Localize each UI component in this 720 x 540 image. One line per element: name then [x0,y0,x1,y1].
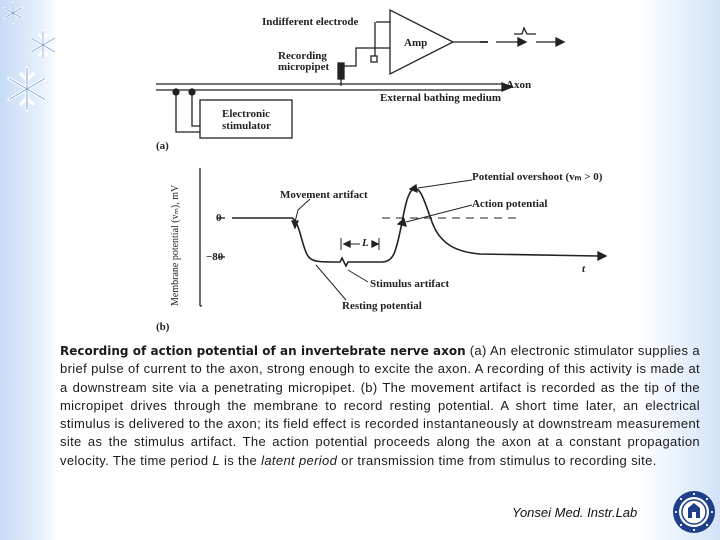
tick-minus80-label: −80 [206,251,224,263]
caption-latency-symbol: L [212,452,220,468]
action-potential-label: Action potential [472,198,548,210]
axon-label: Axon [506,79,532,91]
recording-micropipet-label-1: Recording [278,50,327,62]
time-axis-label: t [582,263,586,275]
electronic-stimulator-label-2: stimulator [222,120,271,132]
movement-artifact-label: Movement artifact [280,189,368,201]
figure-panel [150,0,638,338]
caption-title: Recording of action potential of an invertebrate nerve axon [60,344,466,358]
panel-a-label: (a) [156,140,169,152]
micropipet-tip [338,63,344,79]
snowflake-icon [2,2,24,24]
caption-latent-period: latent period [261,452,338,468]
panel-b-label: (b) [156,321,170,333]
resting-potential-label: Resting potential [342,300,422,312]
tick-zero-label: 0 [216,212,222,224]
caption-text-1: (a) An electronic stimulator supplies a brief pulse of current to the axon, strong enough to excite the axon. A recording of this activity is made at a downstream site via a penetrating micropipet. (b) The movement artifact is recorded as the tip of the micropipet drives through the membrane to record resting potential. A short time later, an electrical stimulus is delivered to the axon; its field effect is recorded instantaneously at downstream measurement site as the stimulus artifact. The action potential proceeds along the axon at a constant propagation velocity. The time period [60,343,701,468]
potential-overshoot-label: Potential overshoot (vₘ > 0) [472,171,603,183]
snowflake-icon [4,66,50,112]
caption-text-3: or transmission time from stimulus to recording site. [337,452,657,468]
caption-text-2: is the [220,452,262,468]
y-axis-label: Membrane potential (vₘ), mV [170,184,181,306]
external-bathing-medium-label: External bathing medium [380,92,502,104]
lab-credit: Yonsei Med. Instr.Lab [512,505,638,520]
stimulus-artifact-label: Stimulus artifact [370,278,450,290]
snowflake-icon [28,30,58,60]
electronic-stimulator-label-1: Electronic [222,108,271,120]
figure-caption [60,342,700,470]
university-seal-icon [672,490,716,534]
recording-micropipet-label-2: micropipet [278,61,330,73]
latency-label: L [362,237,369,249]
amp-label: Amp [404,37,428,49]
indifferent-electrode-label: Indifferent electrode [262,16,359,28]
